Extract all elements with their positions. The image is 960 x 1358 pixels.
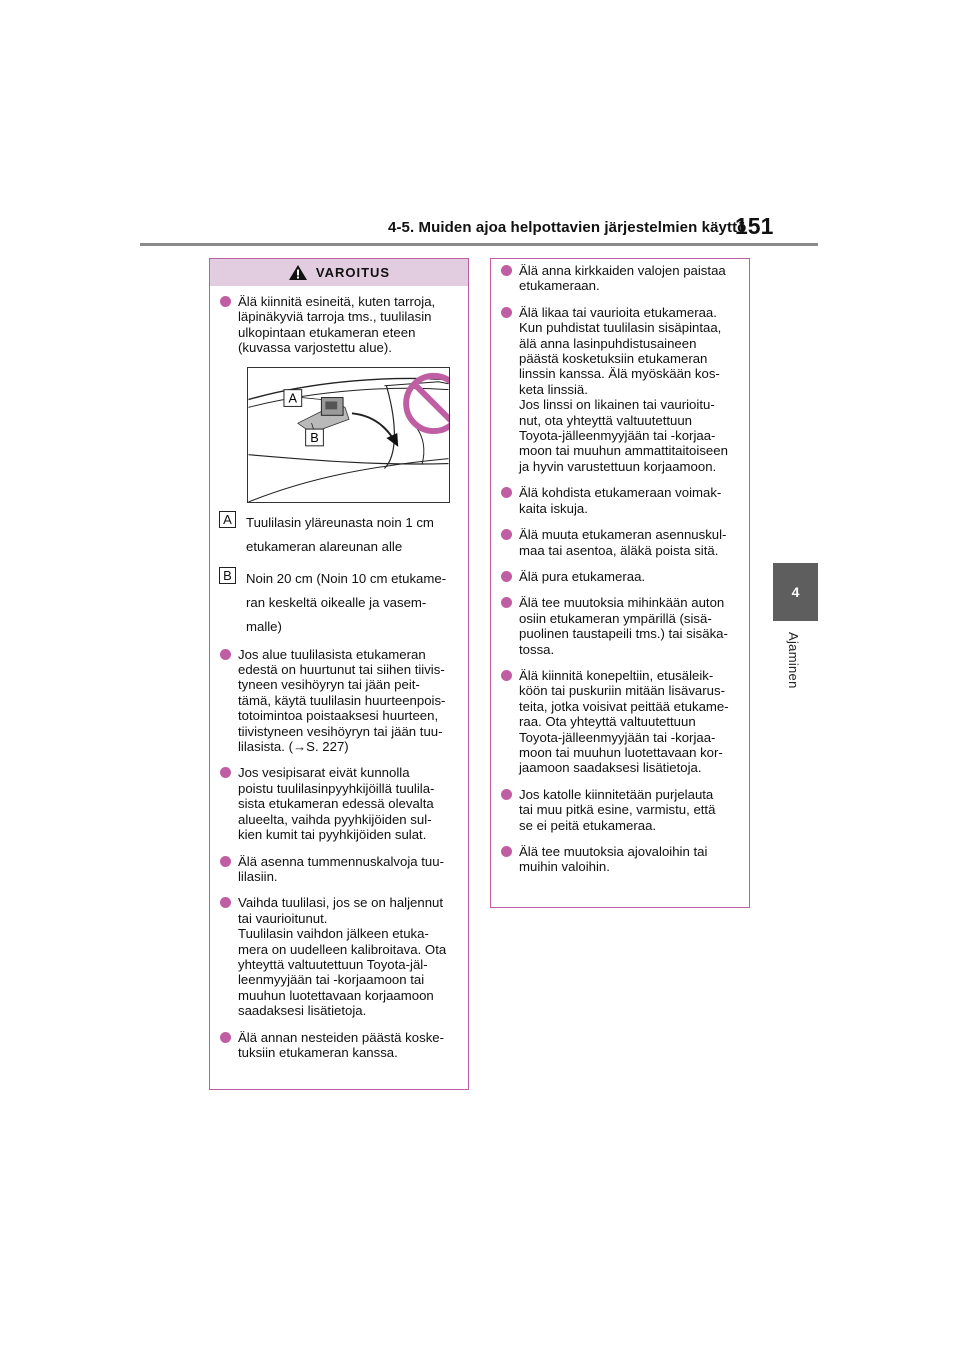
chapter-label: Ajaminen xyxy=(786,632,801,689)
warning-heading: VAROITUS xyxy=(315,264,391,280)
warning-bullet-text: Älä tee muutoksia mihinkään auton osiin etukameran ympärillä (sisä- puolinen taustapeili tms.) tai sisäka- tossa. xyxy=(519,595,728,657)
warning-bullet xyxy=(500,305,739,474)
legend-item-b xyxy=(219,567,458,639)
warning-bullet-text: Jos vesipisarat eivät kunnolla poistu tuulilasinpyyhkijöillä tuulila- sista etukameran edessä olevalta alueelta, vaihda pyyhkijöiden sul- kien kumit tai pyyhkijöiden sulat. xyxy=(238,765,435,843)
warning-content-right xyxy=(491,259,749,875)
bullet-dot-icon xyxy=(220,767,231,778)
chapter-number: 4 xyxy=(791,584,800,600)
legend-item-a xyxy=(219,511,458,559)
warning-bullet xyxy=(219,895,458,1018)
warning-bullet xyxy=(500,527,739,558)
warning-bullet-text: Älä asenna tummennuskalvoja tuu- lilasiin. xyxy=(238,853,444,884)
bullet-dot-icon xyxy=(220,1032,231,1043)
warning-bullet xyxy=(500,787,739,833)
warning-header xyxy=(210,259,468,286)
warning-bullet xyxy=(500,263,739,294)
warning-bullet xyxy=(500,668,739,776)
bullet-dot-icon xyxy=(501,487,512,498)
warning-bullet-text: Jos alue tuulilasista etukameran edestä on huurtunut tai siihen tiivis- tyneen vesihöyryn tai jään peit- tämä, käytä tuulilasin huurteenpois- totoimintoa poistaaksesi huurteen, tiivistyneen vesihöyryn tai jään tuu- lilasista. (→S. 227) xyxy=(238,646,446,755)
illustration-label-b: B xyxy=(310,429,319,445)
bullet-dot-icon xyxy=(501,597,512,608)
warning-bullet-text: Älä kiinnitä esineitä, kuten tarroja, läpinäkyviä tarroja tms., tuulilasin ulkopintaan etukameran eteen (kuvassa varjostettu alue). xyxy=(238,294,436,356)
bullet-dot-icon xyxy=(501,307,512,318)
warning-bullet-text: Älä likaa tai vaurioita etukameraa. Kun puhdistat tuulilasin sisäpintaa, älä anna lasinpuhdistusaineen päästä kosketuksiin etukameran linssin kanssa. Älä myöskään kos- keta linssiä. Jos linssi on likainen tai vaurioitu- nut, ota yhteyttä valtuutettuun Toyota-jälleenmyyjään tai -korjaa- moon tai muuhun ammattitaitoiseen ja hyvin varustettuun korjaamoon. xyxy=(519,304,728,474)
warning-bullet xyxy=(500,485,739,516)
warning-bullet-text: Vaihda tuulilasi, jos se on haljennut tai vaurioitunut. Tuulilasin vaihdon jälkeen etuka- mera on uudelleen kalibroitava. Ota yhteyttä valtuutettuun Toyota-jäl- leenmyyjään tai -korjaamoon tai muuhun luotettavaan korjaamoon saadaksesi lisätietoja. xyxy=(238,895,447,1019)
warning-bullet xyxy=(500,844,739,875)
bullet-dot-icon xyxy=(220,296,231,307)
bullet-dot-icon xyxy=(501,670,512,681)
illustration-label-a: A xyxy=(288,390,298,406)
windshield-camera-illustration xyxy=(247,367,450,503)
warning-bullet-text: Älä muuta etukameran asennuskul- maa tai asentoa, äläkä poista sitä. xyxy=(519,527,727,558)
warning-bullet-text: Älä kohdista etukameraan voimak- kaita iskuja. xyxy=(519,485,722,516)
warning-bullet xyxy=(500,569,739,584)
warning-bullet-text: Jos katolle kiinnitetään purjelauta tai muu pitkä esine, varmistu, että se ei peitä etukameraa. xyxy=(519,786,716,833)
warning-box-right xyxy=(490,258,750,908)
warning-triangle-icon xyxy=(288,264,308,281)
legend-text: etukameran alareunan alle xyxy=(246,538,403,554)
legend-badge-a: A xyxy=(219,511,236,528)
legend-text: Noin 20 cm (Noin 10 cm etukame- xyxy=(246,570,447,586)
bullet-dot-icon xyxy=(220,897,231,908)
bullet-dot-icon xyxy=(220,649,231,660)
page-number: 151 xyxy=(735,213,774,239)
bullet-dot-icon xyxy=(501,529,512,540)
warning-box-left xyxy=(209,258,469,1090)
warning-bullet-text: Älä annan nesteiden päästä koske- tuksiin etukameran kanssa. xyxy=(238,1029,445,1060)
warning-bullet xyxy=(219,854,458,885)
warning-content-left xyxy=(210,286,468,1060)
warning-bullet xyxy=(219,294,458,356)
legend-text: Tuulilasin yläreunasta noin 1 cm xyxy=(246,514,434,530)
legend-text: malle) xyxy=(246,618,282,634)
bullet-dot-icon xyxy=(501,789,512,800)
bullet-dot-icon xyxy=(501,846,512,857)
warning-bullet-text: Älä tee muutoksia ajovaloihin tai muihin valoihin. xyxy=(519,844,708,875)
warning-bullet xyxy=(219,1030,458,1061)
warning-bullet xyxy=(219,647,458,755)
legend-text: ran keskeltä oikealle ja vasem- xyxy=(246,594,427,610)
page-header-title: 4-5. Muiden ajoa helpottavien järjestelmien käyttö xyxy=(388,219,747,236)
legend-badge-b: B xyxy=(219,567,236,584)
bullet-dot-icon xyxy=(220,856,231,867)
warning-bullet xyxy=(219,765,458,842)
header-divider xyxy=(140,243,818,246)
warning-bullet-text: Älä kiinnitä konepeltiin, etusäleik- köön tai puskuriin mitään lisävarus- teita, jotka voisivat peittää etukame- raa. Ota yhteyttä valtuutettuun Toyota-jälleenmyyjään tai -korjaa- moon tai muuhun luotettavaan kor- jaamoon saadaksesi lisätietoja. xyxy=(519,667,729,776)
warning-bullet xyxy=(500,595,739,657)
bullet-dot-icon xyxy=(501,265,512,276)
chapter-tab xyxy=(773,563,818,621)
warning-bullet-text: Älä anna kirkkaiden valojen paistaa etukameraan. xyxy=(519,263,726,294)
bullet-dot-icon xyxy=(501,571,512,582)
warning-bullet-text: Älä pura etukameraa. xyxy=(519,568,646,584)
